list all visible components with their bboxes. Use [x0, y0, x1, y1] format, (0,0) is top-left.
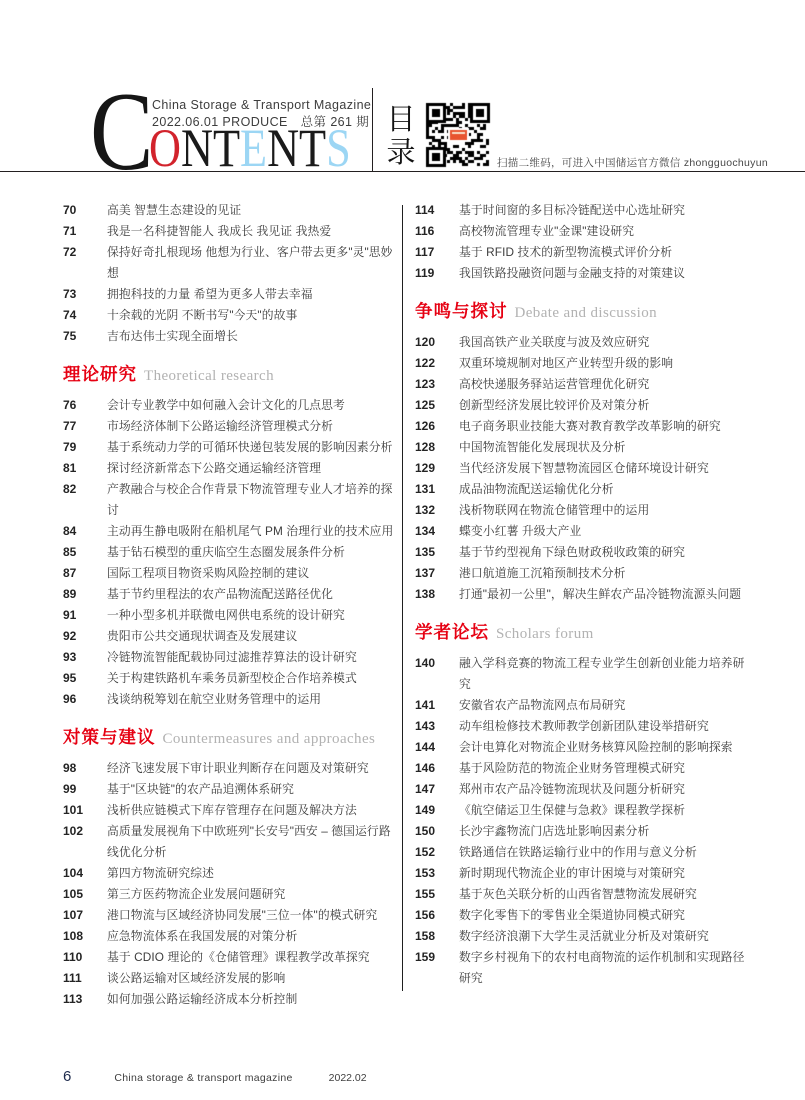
- toc-entry: [63, 200, 402, 221]
- entry-page-number: 116: [415, 224, 435, 238]
- entry-title: 第四方物流研究综述: [107, 866, 215, 880]
- header-vertical-divider: [372, 88, 373, 171]
- entry-title: 一种小型多机并联微电网供电系统的设计研究: [107, 608, 345, 622]
- entry-page-number: 84: [63, 524, 77, 538]
- section-title-zh: 争鸣与探讨: [415, 301, 508, 321]
- entry-page-number: 104: [63, 866, 84, 880]
- entry-page-number: 120: [415, 335, 436, 349]
- section-header: [63, 362, 402, 388]
- toc-entry: [63, 821, 402, 863]
- entry-page-number: 70: [63, 203, 77, 217]
- entry-title: 创新型经济发展比较评价及对策分析: [459, 398, 650, 412]
- entry-page-number: 152: [415, 845, 436, 859]
- toc-entry: [415, 779, 753, 800]
- toc-entry: [63, 863, 402, 884]
- entry-page-number: 150: [415, 824, 436, 838]
- toc-columns: [63, 200, 753, 1010]
- entry-title: 主动再生静电吸附在船机尾气 PM 治理行业的技术应用: [107, 524, 394, 538]
- toc-entry: [63, 647, 402, 668]
- entry-page-number: 81: [63, 461, 77, 475]
- entry-title: 会计专业教学中如何融入会计文化的几点思考: [107, 398, 345, 412]
- toc-entry: [63, 221, 402, 242]
- toc-entry: [63, 521, 402, 542]
- contents-logo-letter: S: [326, 118, 351, 178]
- entry-title: 经济飞速发展下审计职业判断存在问题及对策研究: [107, 761, 369, 775]
- entry-page-number: 156: [415, 908, 436, 922]
- entry-page-number: 89: [63, 587, 77, 601]
- entry-page-number: 141: [415, 698, 436, 712]
- toc-entry: [415, 458, 753, 479]
- toc-entry: [415, 584, 753, 605]
- toc-entry: [415, 926, 753, 947]
- entry-page-number: 140: [415, 656, 436, 670]
- toc-entry: [63, 758, 402, 779]
- entry-page-number: 158: [415, 929, 436, 943]
- entry-title: 高校物流管理专业"金课"建设研究: [459, 224, 635, 238]
- entry-page-number: 101: [63, 803, 84, 817]
- entry-title: 浅析物联网在物流仓储管理中的运用: [459, 503, 650, 517]
- section-title-en: Debate and discussion: [514, 305, 658, 321]
- entry-title: 数字经济浪潮下大学生灵活就业分析及对策研究: [459, 929, 709, 943]
- toc-column-right: [402, 200, 753, 989]
- toc-entry: [415, 353, 753, 374]
- toc-entry: [415, 416, 753, 437]
- entry-title: 数字乡村视角下的农村电商物流的运作机制和实现路径研究: [459, 950, 745, 985]
- entry-title: 高校快递服务驿站运营管理优化研究: [459, 377, 650, 391]
- entry-title: 产教融合与校企合作背景下物流管理专业人才培养的探讨: [107, 482, 393, 517]
- toc-entry: [415, 563, 753, 584]
- toc-entry: [63, 947, 402, 968]
- section-title-zh: 理论研究: [63, 364, 137, 384]
- toc-entry: [63, 584, 402, 605]
- entry-page-number: 137: [415, 566, 436, 580]
- qr-caption: 扫描二维码，可进入中国储运官方微信 zhongguochuyun: [497, 157, 769, 169]
- entry-page-number: 95: [63, 671, 77, 685]
- entry-title: 保持好奇扎根现场 他想为行业、客户带去更多"灵"思妙想: [107, 245, 393, 280]
- entry-page-number: 138: [415, 587, 436, 601]
- toc-entry: [415, 905, 753, 926]
- entry-page-number: 105: [63, 887, 84, 901]
- entry-page-number: 113: [63, 992, 83, 1006]
- entry-title: 港口物流与区域经济协同发展"三位一体"的模式研究: [107, 908, 378, 922]
- section-title-zh: 对策与建议: [63, 727, 156, 747]
- entry-title: 基于系统动力学的可循环快递包装发展的影响因素分析: [107, 440, 393, 454]
- toc-entry: [415, 263, 753, 284]
- entry-page-number: 73: [63, 287, 77, 301]
- contents-logo-letter: E: [240, 118, 268, 178]
- entry-page-number: 126: [415, 419, 436, 433]
- entry-page-number: 134: [415, 524, 436, 538]
- toc-entry: [415, 242, 753, 263]
- entry-page-number: 79: [63, 440, 77, 454]
- entry-title: 当代经济发展下智慧物流园区仓储环境设计研究: [459, 461, 709, 475]
- entry-page-number: 159: [415, 950, 436, 964]
- entry-page-number: 82: [63, 482, 77, 496]
- toc-entry: [415, 437, 753, 458]
- entry-title: 基于钻石模型的重庆临空生态圈发展条件分析: [107, 545, 345, 559]
- entry-page-number: 99: [63, 782, 77, 796]
- entry-title: 长沙宇鑫物流门店选址影响因素分析: [459, 824, 650, 838]
- entry-title: 我是一名科捷智能人 我成长 我见证 我热爱: [107, 224, 332, 238]
- toc-entry: [415, 479, 753, 500]
- entry-title: 第三方医药物流企业发展问题研究: [107, 887, 286, 901]
- section-header: [415, 620, 753, 646]
- entry-title: 应急物流体系在我国发展的对策分析: [107, 929, 298, 943]
- entry-page-number: 96: [63, 692, 77, 706]
- contents-logo-letter: O: [149, 118, 181, 178]
- entry-title: 十余载的光阴 不断书写"今天"的故事: [107, 308, 298, 322]
- entry-page-number: 92: [63, 629, 77, 643]
- contents-logo-big-c: C: [90, 70, 154, 194]
- toc-entry: [63, 926, 402, 947]
- toc-entry: [415, 800, 753, 821]
- toc-entry: [63, 968, 402, 989]
- toc-entry: [63, 242, 402, 284]
- toc-entry: [415, 737, 753, 758]
- entry-page-number: 74: [63, 308, 77, 322]
- toc-entry: [63, 800, 402, 821]
- entry-title: 基于节约里程法的农产品物流配送路径优化: [107, 587, 334, 601]
- contents-logo-letter: T: [299, 118, 327, 178]
- entry-title: 成品油物流配送运输优化分析: [459, 482, 614, 496]
- section-title-en: Theoretical research: [144, 368, 274, 384]
- entry-page-number: 91: [63, 608, 77, 622]
- entry-page-number: 111: [63, 971, 82, 985]
- entry-title: 基于时间窗的多目标冷链配送中心选址研究: [459, 203, 686, 217]
- entry-title: 拥抱科技的力量 希望为更多人带去幸福: [107, 287, 313, 301]
- footer-issue: 2022.02: [328, 1072, 367, 1084]
- entry-title: 基于"区块链"的农产品追溯体系研究: [107, 782, 295, 796]
- entry-page-number: 131: [415, 482, 436, 496]
- entry-page-number: 122: [415, 356, 436, 370]
- contents-logo-letter: N: [267, 118, 300, 178]
- entry-title: 动车组检修技术教师教学创新团队建设举措研究: [459, 719, 709, 733]
- entry-title: 融入学科竞赛的物流工程专业学生创新创业能力培养研究: [459, 656, 745, 691]
- entry-page-number: 147: [415, 782, 436, 796]
- entry-page-number: 123: [415, 377, 436, 391]
- entry-page-number: 129: [415, 461, 436, 475]
- entry-title: 中国物流智能化发展现状及分析: [459, 440, 626, 454]
- entry-page-number: 146: [415, 761, 436, 775]
- entry-page-number: 72: [63, 245, 77, 259]
- entry-page-number: 87: [63, 566, 77, 580]
- toc-entry: [415, 521, 753, 542]
- toc-entry: [415, 542, 753, 563]
- entry-title: 蝶变小红薯 升级大产业: [459, 524, 582, 538]
- entry-title: 新时期现代物流企业的审计困境与对策研究: [459, 866, 686, 880]
- entry-title: 会计电算化对物流企业财务核算风险控制的影响探索: [459, 740, 733, 754]
- section-header: [63, 725, 402, 751]
- entry-page-number: 119: [415, 266, 435, 280]
- entry-title: 《航空储运卫生保健与急救》课程教学探析: [459, 803, 686, 817]
- toc-entry: [415, 332, 753, 353]
- toc-entry: [63, 884, 402, 905]
- entry-title: 我国铁路投融资问题与金融支持的对策建议: [459, 266, 686, 280]
- entry-title: 基于灰色关联分析的山西省智慧物流发展研究: [459, 887, 697, 901]
- toc-entry: [415, 758, 753, 779]
- toc-entry: [415, 221, 753, 242]
- qr-code-icon: [425, 102, 491, 168]
- section-title-en: Scholars forum: [496, 626, 594, 642]
- page-footer: [63, 1068, 367, 1085]
- entry-title: 铁路通信在铁路运输行业中的作用与意义分析: [459, 845, 697, 859]
- entry-title: 浅谈纳税筹划在航空业财务管理中的运用: [107, 692, 322, 706]
- toc-entry: [63, 689, 402, 710]
- contents-logo-letter: N: [180, 118, 213, 178]
- entry-title: 基于节约型视角下绿色财政税收政策的研究: [459, 545, 686, 559]
- toc-entry: [63, 458, 402, 479]
- toc-entry: [415, 863, 753, 884]
- entry-page-number: 85: [63, 545, 77, 559]
- entry-page-number: 135: [415, 545, 436, 559]
- entry-page-number: 143: [415, 719, 436, 733]
- entry-page-number: 125: [415, 398, 436, 412]
- entry-title: 基于 RFID 技术的新型物流模式评价分析: [459, 245, 673, 259]
- entry-title: 谈公路运输对区域经济发展的影响: [107, 971, 286, 985]
- entry-page-number: 76: [63, 398, 77, 412]
- toc-entry: [63, 416, 402, 437]
- entry-title: 如何加强公路运输经济成本分析控制: [107, 992, 298, 1006]
- entry-title: 市场经济体制下公路运输经济管理模式分析: [107, 419, 334, 433]
- entry-title: 浅析供应链模式下库存管理存在问题及解决方法: [107, 803, 357, 817]
- footer-magazine-name: China storage & transport magazine: [114, 1072, 293, 1084]
- contents-logo-letter: T: [212, 118, 241, 178]
- toc-entry: [63, 284, 402, 305]
- entry-title: 安徽省农产品物流网点布局研究: [459, 698, 626, 712]
- toc-entry: [63, 395, 402, 416]
- section-header: [415, 299, 753, 325]
- entry-page-number: 149: [415, 803, 436, 817]
- toc-entry: [415, 500, 753, 521]
- entry-page-number: 108: [63, 929, 84, 943]
- entry-page-number: 128: [415, 440, 436, 454]
- entry-page-number: 93: [63, 650, 77, 664]
- entry-title: 基于 CDIO 理论的《仓储管理》课程教学改革探究: [107, 950, 370, 964]
- entry-page-number: 153: [415, 866, 436, 880]
- entry-title: 吉布达伟士实现全面增长: [107, 329, 238, 343]
- entry-page-number: 132: [415, 503, 436, 517]
- entry-title: 港口航道施工沉箱预制技术分析: [459, 566, 626, 580]
- toc-entry: [415, 200, 753, 221]
- section-title-zh: 学者论坛: [415, 622, 489, 642]
- toc-entry: [63, 563, 402, 584]
- entry-page-number: 77: [63, 419, 77, 433]
- toc-entry: [415, 884, 753, 905]
- footer-page-number: 6: [63, 1068, 72, 1085]
- toc-label: 目 录: [386, 104, 416, 169]
- entry-page-number: 155: [415, 887, 436, 901]
- entry-title: 数字化零售下的零售业全渠道协同模式研究: [459, 908, 686, 922]
- toc-entry: [63, 437, 402, 458]
- toc-entry: [63, 668, 402, 689]
- toc-entry: [415, 374, 753, 395]
- entry-page-number: 107: [63, 908, 84, 922]
- toc-entry: [415, 695, 753, 716]
- issue-line: 2022.06.01 PRODUCE 总第 261 期: [152, 115, 370, 129]
- toc-entry: [63, 326, 402, 347]
- entry-title: 贵阳市公共交通现状调查及发展建议: [107, 629, 298, 643]
- entry-title: 冷链物流智能配载协同过滤推荐算法的设计研究: [107, 650, 357, 664]
- toc-entry: [63, 479, 402, 521]
- toc-entry: [63, 605, 402, 626]
- toc-entry: [63, 905, 402, 926]
- entry-page-number: 98: [63, 761, 77, 775]
- page-header: [0, 0, 805, 194]
- toc-column-left: [63, 200, 402, 1010]
- entry-title: 国际工程项目物资采购风险控制的建议: [107, 566, 310, 580]
- entry-title: 我国高铁产业关联度与波及效应研究: [459, 335, 650, 349]
- section-title-en: Countermeasures and approaches: [162, 731, 376, 747]
- entry-title: 打通"最初一公里"，解决生鲜农产品冷链物流源头问题: [459, 587, 742, 601]
- entry-title: 关于构建铁路机车乘务员新型校企合作培养模式: [107, 671, 357, 685]
- toc-entry: [415, 653, 753, 695]
- toc-entry: [63, 989, 402, 1010]
- toc-entry: [63, 305, 402, 326]
- entry-title: 高质量发展视角下中欧班列"长安号"西安 – 德国运行路线优化分析: [107, 824, 391, 859]
- entry-title: 双重环境规制对地区产业转型升级的影响: [459, 356, 674, 370]
- magazine-info: [152, 97, 371, 131]
- entry-page-number: 114: [415, 203, 435, 217]
- entry-page-number: 75: [63, 329, 77, 343]
- entry-title: 基于风险防范的物流企业财务管理模式研究: [459, 761, 686, 775]
- entry-page-number: 110: [63, 950, 83, 964]
- entry-page-number: 102: [63, 824, 84, 838]
- entry-title: 电子商务职业技能大赛对教育教学改革影响的研究: [459, 419, 721, 433]
- toc-entry: [415, 947, 753, 989]
- toc-entry: [63, 626, 402, 647]
- entry-title: 探讨经济新常态下公路交通运输经济管理: [107, 461, 322, 475]
- entry-page-number: 71: [63, 224, 77, 238]
- entry-page-number: 144: [415, 740, 436, 754]
- toc-entry: [63, 779, 402, 800]
- magazine-title-en: China Storage & Transport Magazine: [152, 98, 372, 112]
- toc-entry: [415, 395, 753, 416]
- toc-entry: [415, 821, 753, 842]
- toc-entry: [63, 542, 402, 563]
- entry-page-number: 117: [415, 245, 435, 259]
- entry-title: 郑州市农产品冷链物流现状及问题分析研究: [459, 782, 686, 796]
- entry-title: 高美 智慧生态建设的见证: [107, 203, 242, 217]
- toc-entry: [415, 842, 753, 863]
- toc-entry: [415, 716, 753, 737]
